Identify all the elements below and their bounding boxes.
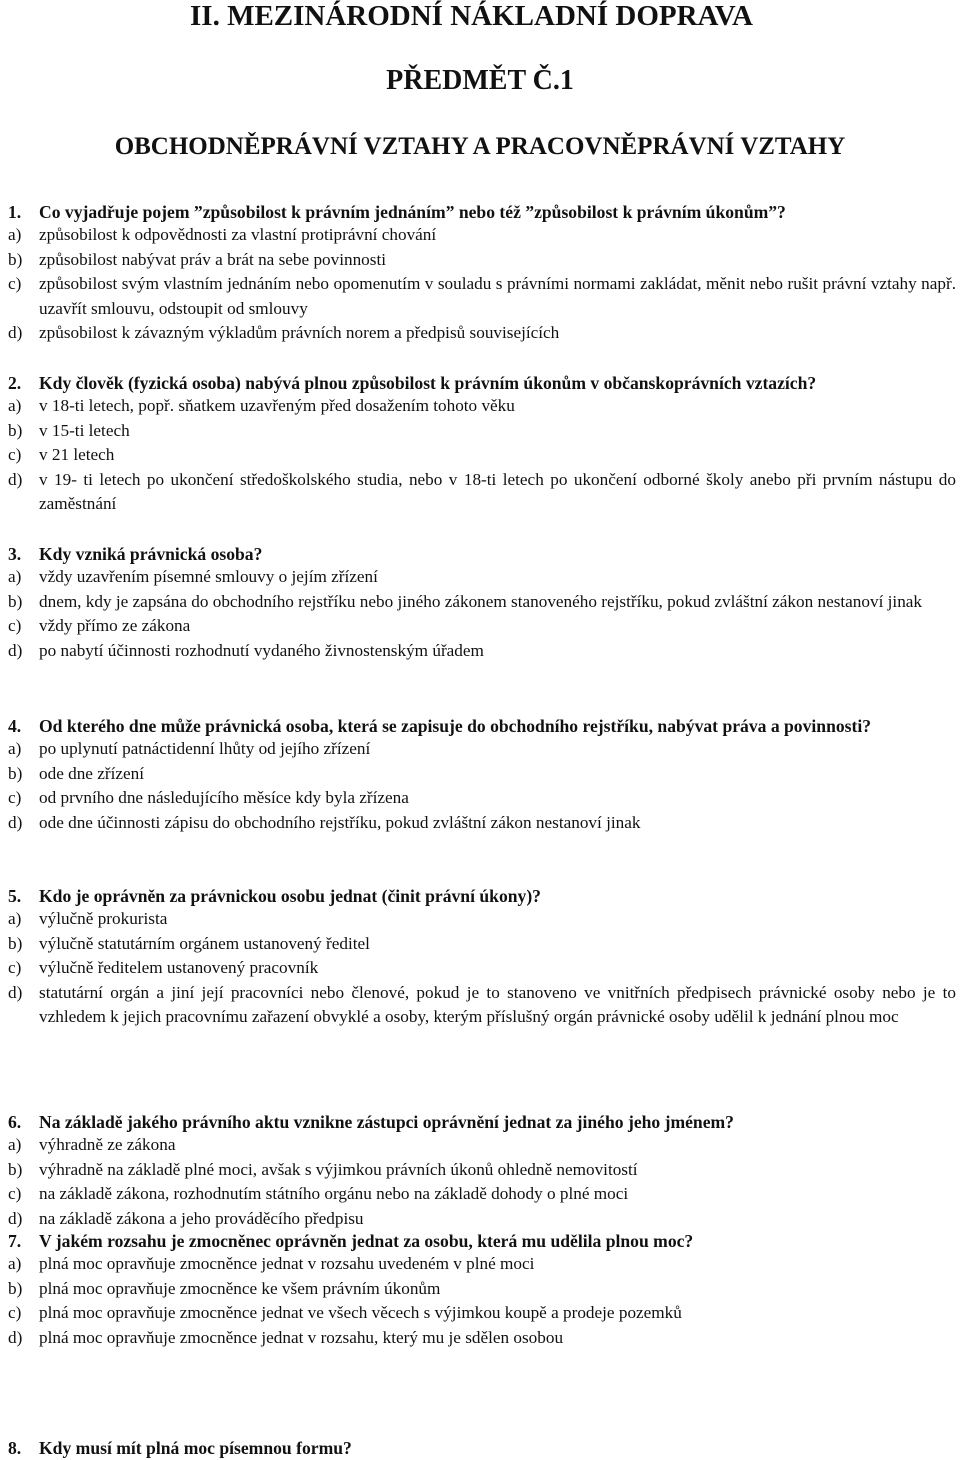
answer-option: [8, 956, 956, 981]
answer-option: [8, 272, 956, 321]
option-text: plná moc opravňuje zmocněnce ke všem právním úkonům: [39, 1278, 441, 1298]
question-2: [8, 372, 956, 517]
answer-option: [8, 907, 956, 932]
question-number: 3.: [8, 544, 22, 564]
answer-option: [8, 1182, 956, 1207]
answer-option: [8, 639, 956, 664]
question-title: [8, 715, 956, 737]
option-text: v 15-ti letech: [39, 420, 130, 440]
option-text: v 19- ti letech po ukončení středoškolského studia, nebo v 18-ti letech po ukončení odborné školy anebo při prvním nástupu do zaměstnání: [39, 469, 956, 514]
option-label: d): [8, 982, 23, 1002]
option-text: od prvního dne následujícího měsíce kdy byla zřízena: [39, 788, 409, 808]
option-text: ode dne účinnosti zápisu do obchodního rejstříku, pokud zvláštní zákon nestanoví jinak: [39, 812, 641, 832]
option-text: způsobilost svým vlastním jednáním nebo opomenutím v souladu s právními normami zakládat, měnit nebo rušit právní vztahy např. uzavřít smlouvu, odstoupit od smlouvy: [39, 274, 956, 318]
subject-heading: PŘEDMĚT Č.1: [386, 65, 574, 96]
question-number: 5.: [8, 886, 22, 906]
option-label: b): [8, 591, 23, 611]
question-7: [8, 1230, 956, 1350]
option-text: vždy uzavřením písemné smlouvy o jejím zřízení: [39, 567, 378, 586]
question-title: [8, 1111, 956, 1133]
answer-option: [8, 811, 956, 836]
question-title: [8, 1230, 956, 1252]
answer-option: [8, 786, 956, 811]
option-text: ode dne zřízení: [39, 763, 144, 783]
option-text: dnem, kdy je zapsána do obchodního rejstříku nebo jiného zákonem stanoveného rejstříku, pokud zvláštní zákon nestanoví jinak: [39, 591, 923, 611]
option-label: b): [8, 933, 23, 953]
option-label: a): [8, 567, 22, 586]
option-text: způsobilost nabývat práv a brát na sebe povinnosti: [39, 249, 387, 269]
option-label: c): [8, 445, 22, 465]
answer-option: [8, 1133, 956, 1158]
option-label: d): [8, 640, 23, 660]
option-label: a): [8, 909, 22, 928]
option-label: b): [8, 1159, 23, 1179]
question-text: Co vyjadřuje pojem ”způsobilost k právním jednáním” nebo též ”způsobilost k právním úkonům”?: [39, 202, 786, 222]
question-number: 6.: [8, 1112, 22, 1132]
question-title: [8, 885, 956, 907]
question-text: V jakém rozsahu je zmocněnec oprávněn jednat za osobu, která mu udělila plnou moc?: [39, 1231, 694, 1251]
answer-option: [8, 737, 956, 762]
option-label: b): [8, 249, 23, 269]
answer-option: [8, 565, 956, 590]
option-text: způsobilost k odpovědnosti za vlastní protiprávní chování: [39, 225, 437, 244]
question-3: [8, 543, 956, 663]
option-text: v 18-ti letech, popř. sňatkem uzavřeným před dosažením tohoto věku: [39, 396, 515, 415]
question-number: 1.: [8, 202, 22, 222]
question-text: Na základě jakého právního aktu vznikne zástupci oprávnění jednat za jiného jeho jménem?: [39, 1112, 734, 1132]
option-text: způsobilost k závazným výkladům právních norem a předpisů souvisejících: [39, 323, 560, 343]
answer-option: [8, 394, 956, 419]
option-label: d): [8, 1208, 23, 1228]
option-text: plná moc opravňuje zmocněnce jednat v rozsahu uvedeném v plné moci: [39, 1254, 535, 1273]
option-label: d): [8, 812, 23, 832]
option-label: d): [8, 323, 23, 343]
question-text: Kdo je oprávněn za právnickou osobu jednat (činit právní úkony)?: [39, 886, 541, 906]
option-text: výlučně prokurista: [39, 909, 168, 928]
answer-option: [8, 932, 956, 957]
option-label: d): [8, 1327, 23, 1347]
question-text: Od kterého dne může právnická osoba, která se zapisuje do obchodního rejstříku, nabývat práva a povinnosti?: [39, 716, 872, 736]
option-label: a): [8, 1135, 22, 1154]
question-text: Kdy vzniká právnická osoba?: [39, 544, 263, 564]
question-8: [8, 1437, 956, 1459]
option-text: na základě zákona, rozhodnutím státního orgánu nebo na základě dohody o plné moci: [39, 1184, 629, 1204]
option-label: c): [8, 788, 22, 808]
question-number: 7.: [8, 1231, 22, 1251]
option-label: c): [8, 274, 22, 294]
answer-option: [8, 614, 956, 639]
option-label: a): [8, 225, 22, 244]
answer-option: [8, 1252, 956, 1277]
question-number: 2.: [8, 373, 22, 393]
answer-option: [8, 1158, 956, 1183]
option-text: plná moc opravňuje zmocněnce jednat ve všech věcech s výjimkou koupě a prodeje pozemků: [39, 1303, 682, 1323]
answer-option: [8, 981, 956, 1030]
option-label: b): [8, 763, 23, 783]
option-label: b): [8, 1278, 23, 1298]
option-label: a): [8, 396, 22, 415]
question-title: [8, 201, 956, 223]
option-text: na základě zákona a jeho prováděcího předpisu: [39, 1208, 364, 1228]
answer-option: [8, 1277, 956, 1302]
option-text: plná moc opravňuje zmocněnce jednat v rozsahu, který mu je sdělen osobou: [39, 1327, 564, 1347]
answer-option: [8, 762, 956, 787]
answer-option: [8, 223, 956, 248]
option-label: a): [8, 1254, 22, 1273]
question-5: [8, 885, 956, 1030]
answer-option: [8, 468, 956, 517]
option-label: c): [8, 1303, 22, 1323]
question-6: [8, 1111, 956, 1231]
answer-option: [8, 590, 956, 615]
question-number: 8.: [8, 1438, 22, 1458]
option-text: výhradně na základě plné moci, avšak s výjimkou právních úkonů ohledně nemovitostí: [39, 1159, 638, 1179]
question-text: Kdy člověk (fyzická osoba) nabývá plnou způsobilost k právním úkonům v občanskoprávních vztazích?: [39, 373, 817, 393]
question-title: [8, 372, 956, 394]
question-1: [8, 201, 956, 346]
option-label: a): [8, 739, 22, 758]
answer-option: [8, 248, 956, 273]
topic-heading: OBCHODNĚPRÁVNÍ VZTAHY A PRACOVNĚPRÁVNÍ VZTAHY: [114, 133, 846, 160]
option-text: výhradně ze zákona: [39, 1135, 176, 1154]
option-label: c): [8, 616, 22, 636]
answer-option: [8, 419, 956, 444]
question-number: 4.: [8, 716, 22, 736]
answer-option: [8, 1301, 956, 1326]
option-label: d): [8, 469, 23, 489]
option-label: c): [8, 958, 22, 978]
option-text: po nabytí účinnosti rozhodnutí vydaného živnostenským úřadem: [39, 640, 484, 660]
option-text: statutární orgán a jiní její pracovníci nebo členové, pokud je to stanoveno ve vnitřních předpisech právnické osoby nebo je to vzhledem k jejich pracovnímu zařazení obvyklé a osoby, kterým příslušný orgán právnické osoby udělil k jednání plnou moc: [39, 982, 956, 1027]
option-text: výlučně ředitelem ustanovený pracovník: [39, 958, 319, 978]
question-title: [8, 543, 956, 565]
question-title: [8, 1437, 956, 1459]
answer-option: [8, 443, 956, 468]
option-text: v 21 letech: [39, 445, 115, 465]
option-label: b): [8, 420, 23, 440]
answer-option: [8, 321, 956, 346]
option-text: výlučně statutárním orgánem ustanovený ředitel: [39, 933, 370, 953]
question-4: [8, 715, 956, 835]
option-text: vždy přímo ze zákona: [39, 616, 191, 636]
option-text: po uplynutí patnáctidenní lhůty od jejího zřízení: [39, 739, 371, 758]
question-text: Kdy musí mít plná moc písemnou formu?: [39, 1438, 352, 1458]
option-label: c): [8, 1184, 22, 1204]
answer-option: [8, 1326, 956, 1351]
document-title: II. MEZINÁRODNÍ NÁKLADNÍ DOPRAVA: [190, 0, 753, 32]
answer-option: [8, 1207, 956, 1232]
